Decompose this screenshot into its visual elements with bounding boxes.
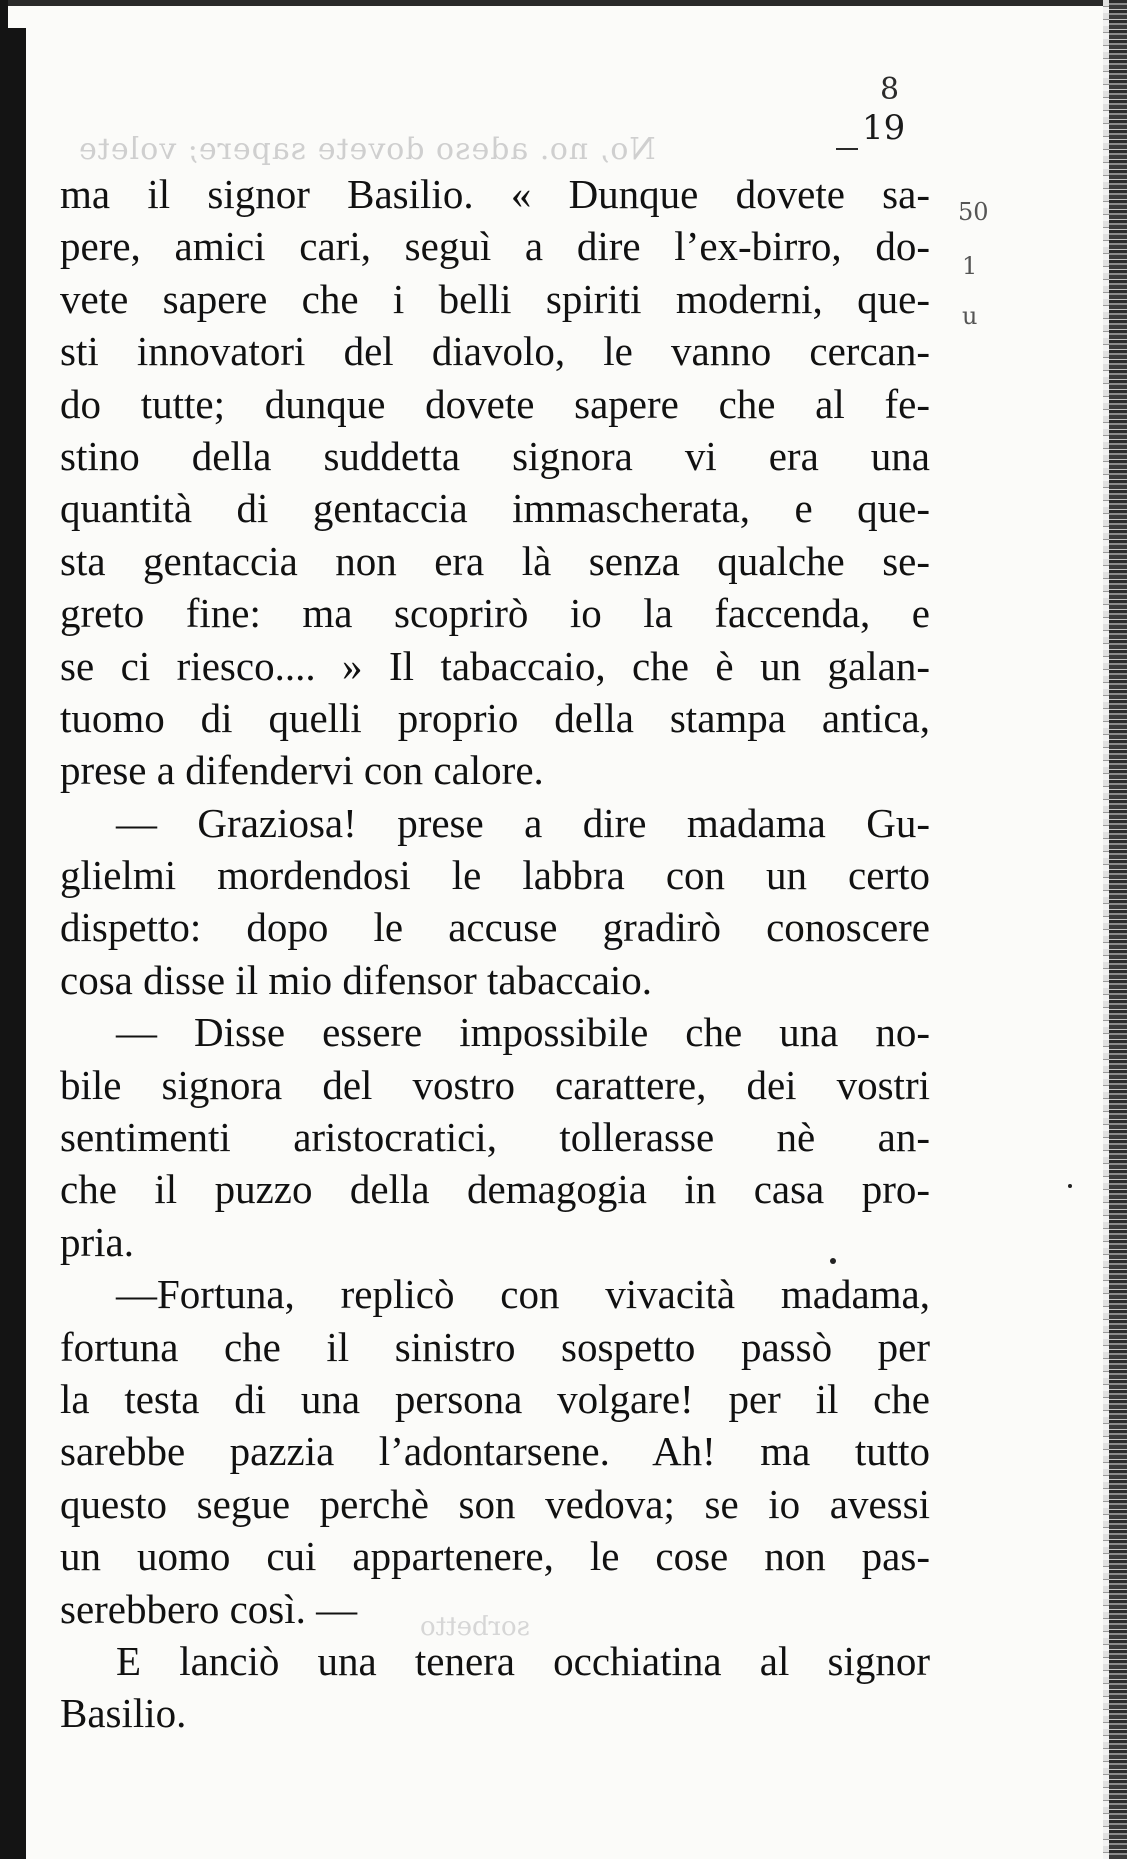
page-number: 19 — [862, 108, 906, 148]
text-line: pria. — [60, 1218, 134, 1265]
text-line: sarebbe pazzia l’adontarsene. Ah! ma tutto — [60, 1428, 930, 1475]
text-line: —Fortuna, replicò con vivacità madama, — [116, 1271, 930, 1318]
signature-mark: 8 — [880, 72, 902, 107]
text-line: cosa disse il mio difensor tabaccaio. — [60, 956, 653, 1003]
text-line: questo segue perchè son vedova; se io avessi — [60, 1480, 930, 1527]
text-line: dispetto: dopo le accuse gradirò conoscere — [60, 904, 930, 951]
text-line: serebbero così. — — [60, 1585, 358, 1632]
text-line: do tutte; dunque dovete sapere che al fe- — [60, 380, 930, 427]
text-line: — Graziosa! prese a dire madama Gu- — [116, 799, 930, 846]
ink-speck — [1068, 1184, 1072, 1188]
text-line: tuomo di quelli proprio della stampa antica, — [60, 694, 930, 741]
text-line: ma il signor Basilio. « Dunque dovete sa- — [60, 171, 930, 217]
text-line: sti innovatori del diavolo, le vanno cercan- — [60, 328, 930, 375]
text-line: un uomo cui appartenere, le cose non pas- — [60, 1533, 930, 1580]
text-line: bile signora del vostro carattere, dei vostri — [60, 1061, 930, 1108]
text-line: vete sapere che i belli spiriti moderni, que- — [60, 275, 930, 322]
margin-mark: u — [962, 302, 978, 330]
text-line: stino della suddetta signora vi era una — [60, 432, 930, 479]
text-line: E lanciò una tenera occhiatina al signor — [116, 1637, 930, 1684]
text-line: Basilio. — [60, 1690, 187, 1737]
bleed-through-top: No, no. adeso dovete sapere; volete — [78, 132, 656, 167]
margin-mark: 1 — [962, 252, 978, 280]
page-number-dash — [836, 148, 858, 150]
body-text — [60, 168, 930, 1740]
binding-edge — [0, 28, 26, 1859]
text-line: la testa di una persona volgare! per il che — [60, 1375, 930, 1422]
text-line: che il puzzo della demagogia in casa pro- — [60, 1166, 930, 1213]
text-line: prese a difendervi con calore. — [60, 747, 544, 794]
text-line: sta gentaccia non era là senza qualche se- — [60, 537, 930, 584]
text-line: pere, amici cari, seguì a dire l’ex-birro, do- — [60, 223, 930, 270]
text-line: sentimenti aristocratici, tollerasse nè an- — [60, 1114, 930, 1161]
text-line: greto fine: ma scoprirò io la faccenda, e — [60, 590, 930, 637]
margin-mark: 50 — [958, 198, 989, 226]
text-line: quantità di gentaccia immascherata, e que- — [60, 485, 930, 532]
right-page-edge — [1109, 0, 1127, 1859]
bleed-through-bottom: sorbetto — [420, 1612, 531, 1642]
text-line: — Disse essere impossibile che una no- — [116, 1009, 930, 1056]
text-line: se ci riesco.... » Il tabaccaio, che è un galan- — [60, 642, 930, 689]
text-line: fortuna che il sinistro sospetto passò per — [60, 1323, 930, 1370]
top-scan-border — [0, 0, 1127, 6]
text-line: glielmi mordendosi le labbra con un certo — [60, 852, 930, 899]
